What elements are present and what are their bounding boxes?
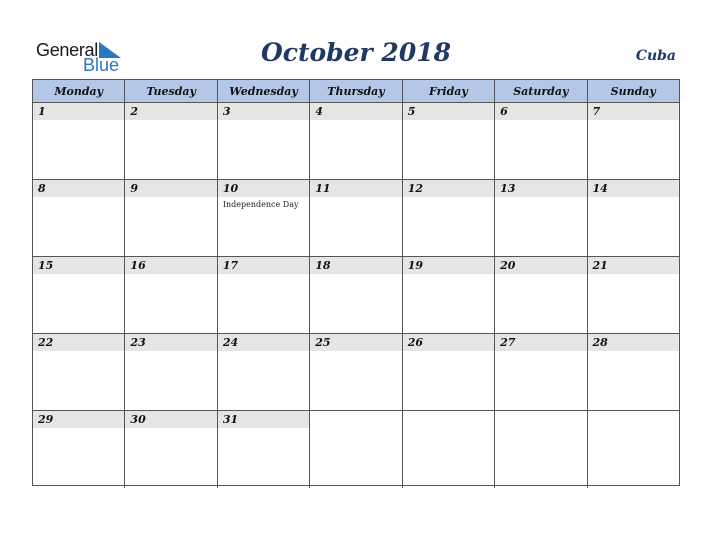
day-cell[interactable] bbox=[495, 411, 587, 488]
day-number: 5 bbox=[407, 105, 416, 118]
weekday-monday: Monday bbox=[33, 80, 125, 102]
day-cell[interactable] bbox=[403, 411, 495, 488]
day-number: 7 bbox=[592, 105, 601, 118]
day-number: 20 bbox=[500, 259, 516, 272]
day-cell[interactable] bbox=[588, 334, 679, 410]
day-cell[interactable] bbox=[218, 334, 310, 410]
day-number: 26 bbox=[407, 336, 423, 349]
day-number: 10 bbox=[222, 182, 239, 195]
day-cell[interactable] bbox=[125, 411, 217, 488]
week-row bbox=[33, 411, 679, 488]
week-row bbox=[33, 103, 679, 180]
weekday-tuesday: Tuesday bbox=[125, 80, 217, 102]
day-number-bar bbox=[125, 180, 216, 197]
weekday-header-row bbox=[33, 80, 679, 103]
day-number: 15 bbox=[38, 259, 54, 272]
day-number: 28 bbox=[592, 336, 608, 349]
day-cell[interactable] bbox=[495, 180, 587, 256]
day-number: 23 bbox=[130, 336, 146, 349]
day-number: 22 bbox=[38, 336, 54, 349]
day-cell[interactable] bbox=[218, 411, 310, 488]
day-cell[interactable] bbox=[33, 180, 125, 256]
day-number: 12 bbox=[407, 182, 423, 195]
day-number: 14 bbox=[592, 182, 608, 195]
week-row bbox=[33, 257, 679, 334]
weekday-friday: Friday bbox=[403, 80, 495, 102]
week-row bbox=[33, 180, 679, 257]
day-number: 17 bbox=[222, 259, 239, 272]
day-cell[interactable] bbox=[218, 257, 310, 333]
day-cell[interactable] bbox=[33, 103, 125, 179]
day-cell[interactable] bbox=[218, 180, 310, 256]
day-cell[interactable] bbox=[125, 334, 217, 410]
weekday-thursday: Thursday bbox=[310, 80, 402, 102]
day-number-bar bbox=[310, 103, 401, 120]
day-cell[interactable] bbox=[403, 257, 495, 333]
day-number: 19 bbox=[407, 259, 423, 272]
day-cell[interactable] bbox=[310, 334, 402, 410]
day-number: 18 bbox=[315, 259, 331, 272]
day-cell[interactable] bbox=[33, 411, 125, 488]
day-number: 24 bbox=[222, 336, 239, 349]
logo-text-blue: Blue bbox=[83, 55, 120, 75]
day-number: 3 bbox=[222, 105, 231, 118]
day-number-bar bbox=[33, 103, 124, 120]
country-label: Cuba bbox=[635, 48, 676, 64]
weekday-saturday: Saturday bbox=[495, 80, 587, 102]
day-cell[interactable] bbox=[125, 103, 217, 179]
day-cell[interactable] bbox=[588, 257, 679, 333]
day-number: 30 bbox=[130, 413, 146, 426]
day-number: 9 bbox=[130, 182, 139, 195]
day-cell[interactable] bbox=[588, 103, 679, 179]
day-cell[interactable] bbox=[310, 103, 402, 179]
logo-text-general: General bbox=[36, 40, 98, 60]
day-number: 16 bbox=[130, 259, 146, 272]
weekday-wednesday: Wednesday bbox=[218, 80, 310, 102]
day-number: 6 bbox=[500, 105, 508, 118]
day-number-bar bbox=[403, 103, 494, 120]
day-number-bar bbox=[125, 103, 216, 120]
day-cell[interactable] bbox=[403, 334, 495, 410]
day-number-bar bbox=[588, 103, 679, 120]
day-cell[interactable] bbox=[33, 257, 125, 333]
day-number-bar bbox=[495, 103, 586, 120]
day-number: 1 bbox=[38, 105, 46, 118]
calendar-title: October 2018 bbox=[260, 38, 452, 67]
day-number-bar bbox=[33, 180, 124, 197]
day-cell[interactable] bbox=[310, 257, 402, 333]
day-cell[interactable] bbox=[588, 411, 679, 488]
weekday-sunday: Sunday bbox=[610, 85, 656, 98]
day-number: 11 bbox=[315, 182, 331, 195]
day-cell[interactable] bbox=[403, 103, 495, 179]
day-number: 25 bbox=[315, 336, 331, 349]
day-cell[interactable] bbox=[310, 180, 402, 256]
day-number: 27 bbox=[500, 336, 516, 349]
day-cell[interactable] bbox=[495, 103, 587, 179]
day-number: 29 bbox=[38, 413, 54, 426]
holiday-label: Independence Day bbox=[222, 200, 299, 209]
day-cell[interactable] bbox=[310, 411, 402, 488]
day-number-bar bbox=[218, 103, 309, 120]
day-number: 13 bbox=[500, 182, 516, 195]
day-number: 4 bbox=[315, 105, 323, 118]
day-number: 2 bbox=[130, 105, 139, 118]
day-cell[interactable] bbox=[403, 180, 495, 256]
day-cell[interactable] bbox=[588, 180, 679, 256]
day-cell[interactable] bbox=[125, 257, 217, 333]
day-number: 31 bbox=[222, 413, 239, 426]
day-cell[interactable] bbox=[125, 180, 217, 256]
day-cell[interactable] bbox=[218, 103, 310, 179]
day-cell[interactable] bbox=[495, 257, 587, 333]
calendar-grid bbox=[32, 79, 680, 486]
day-cell[interactable] bbox=[33, 334, 125, 410]
week-row bbox=[33, 334, 679, 411]
day-number: 21 bbox=[592, 259, 608, 272]
day-cell[interactable] bbox=[495, 334, 587, 410]
day-number: 8 bbox=[38, 182, 46, 195]
